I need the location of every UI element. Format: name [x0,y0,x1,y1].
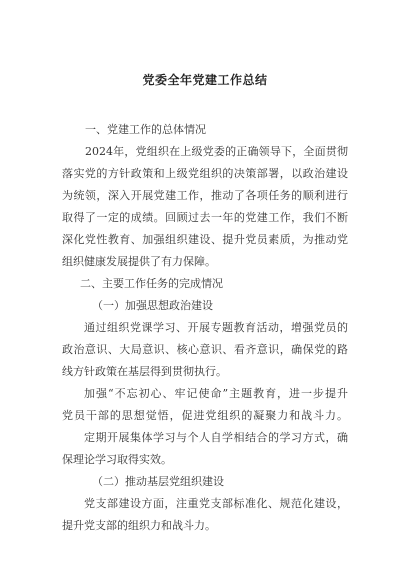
paragraph-line: 落实党的方针政策和上级党组织的决策部署，以政治建设 [62,167,348,180]
document-body [62,119,348,537]
paragraph-line: 深化党性教育、加强组织建设、提升党员素质，为推动党 [62,233,348,246]
subsection-heading-1: （一）加强思想政治建设 [92,299,213,312]
paragraph-line: 线方针政策在基层得到贯彻执行。 [62,365,227,378]
paragraph-line: 取得了一定的成绩。回顾过去一年的党建工作，我们不断 [62,211,348,224]
document-title: 党委全年党建工作总结 [142,73,268,87]
paragraph-line: 组织健康发展提供了有力保障。 [62,255,216,268]
paragraph-line: 党支部建设方面，注重党支部标准化、规范化建设， [84,497,348,510]
paragraph-line: 2024年，党组织在上级党委的正确领导下，全面贯彻 [85,145,348,158]
paragraph-line: 提升党支部的组织力和战斗力。 [62,519,216,532]
paragraph-line: 定期开展集体学习与个人自学相结合的学习方式，确 [84,431,348,444]
section-heading-2: 二、主要工作任务的完成情况 [80,277,223,290]
paragraph-line: 为统领，深入开展党建工作，推动了各项任务的顺利进行 [62,189,348,202]
subsection-heading-2: （二）推动基层党组织建设 [92,475,224,488]
section-heading-1: 一、党建工作的总体情况 [85,123,206,136]
paragraph-line: 政治意识、大局意识、核心意识、看齐意识，确保党的路 [62,343,348,356]
paragraph-line: 保理论学习取得实效。 [62,453,172,466]
paragraph-line: 党员干部的思想觉悟，促进党组织的凝聚力和战斗力。 [62,409,348,422]
paragraph-line: 通过组织党课学习、开展专题教育活动，增强党员的 [84,321,348,334]
paragraph-line: 加强“不忘初心、牢记使命”主题教育，进一步提升 [84,387,348,400]
